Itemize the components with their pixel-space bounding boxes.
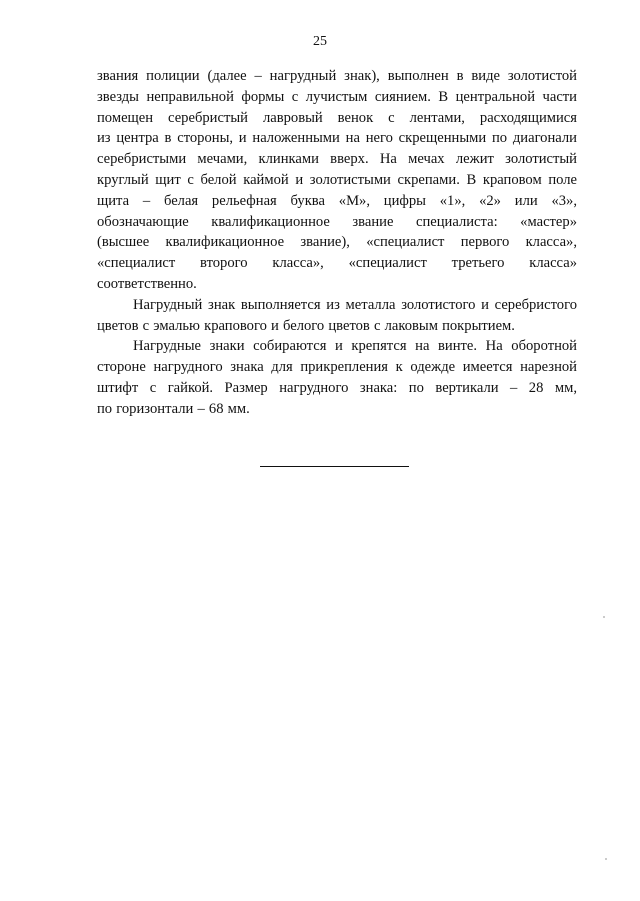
paragraph-3-line-4: по горизонтали – 68 мм. (97, 400, 250, 417)
paragraph-1-line-4: из центра в стороны, и наложенными на него скрещенными по диагонали (97, 130, 577, 147)
paragraph-1-line-6: круглый щит с белой каймой и золотистыми скрепами. В краповом поле (97, 171, 577, 188)
paragraph-3-line-3: штифт с гайкой. Размер нагрудного знака: по вертикали – 28 мм, (97, 379, 577, 396)
paragraph-1-line-2: звезды неправильной формы с лучистым сиянием. В центральной части (97, 88, 577, 105)
paragraph-1-line-11: соответственно. (97, 275, 197, 292)
paragraph-1-line-10: «специалист второго класса», «специалист третьего класса» (97, 255, 577, 272)
document-body (97, 66, 577, 420)
paragraph-1-line-9: (высшее квалификационное звание), «специалист первого класса», (97, 234, 577, 251)
paragraph-3-line-2: стороне нагрудного знака для прикрепления к одежде имеется нарезной (97, 359, 577, 376)
paragraph-1-line-3: помещен серебристый лавровый венок с лентами, расходящимися (97, 109, 577, 126)
paragraph-2-line-2: цветов с эмалью крапового и белого цветов с лаковым покрытием. (97, 317, 515, 334)
paragraph-2-line-1: Нагрудный знак выполняется из металла золотистого и серебристого (133, 296, 577, 313)
scan-speck (603, 616, 605, 618)
paragraph-1-line-1: звания полиции (далее – нагрудный знак), выполнен в виде золотистой (97, 68, 577, 84)
paragraph-1-line-5: серебристыми мечами, клинками вверх. На мечах лежит золотистый (97, 151, 577, 168)
paragraph-1-line-7: щита – белая рельефная буква «М», цифры «1», «2» или «3», (97, 192, 577, 209)
paragraph-3-line-1: Нагрудные знаки собираются и крепятся на винте. На оборотной (133, 338, 577, 355)
end-separator-line (260, 466, 409, 467)
page-number: 25 (313, 34, 327, 49)
paragraph-1-line-8: обозначающие квалификационное звание специалиста: «мастер» (97, 213, 577, 230)
scan-speck (605, 858, 607, 860)
